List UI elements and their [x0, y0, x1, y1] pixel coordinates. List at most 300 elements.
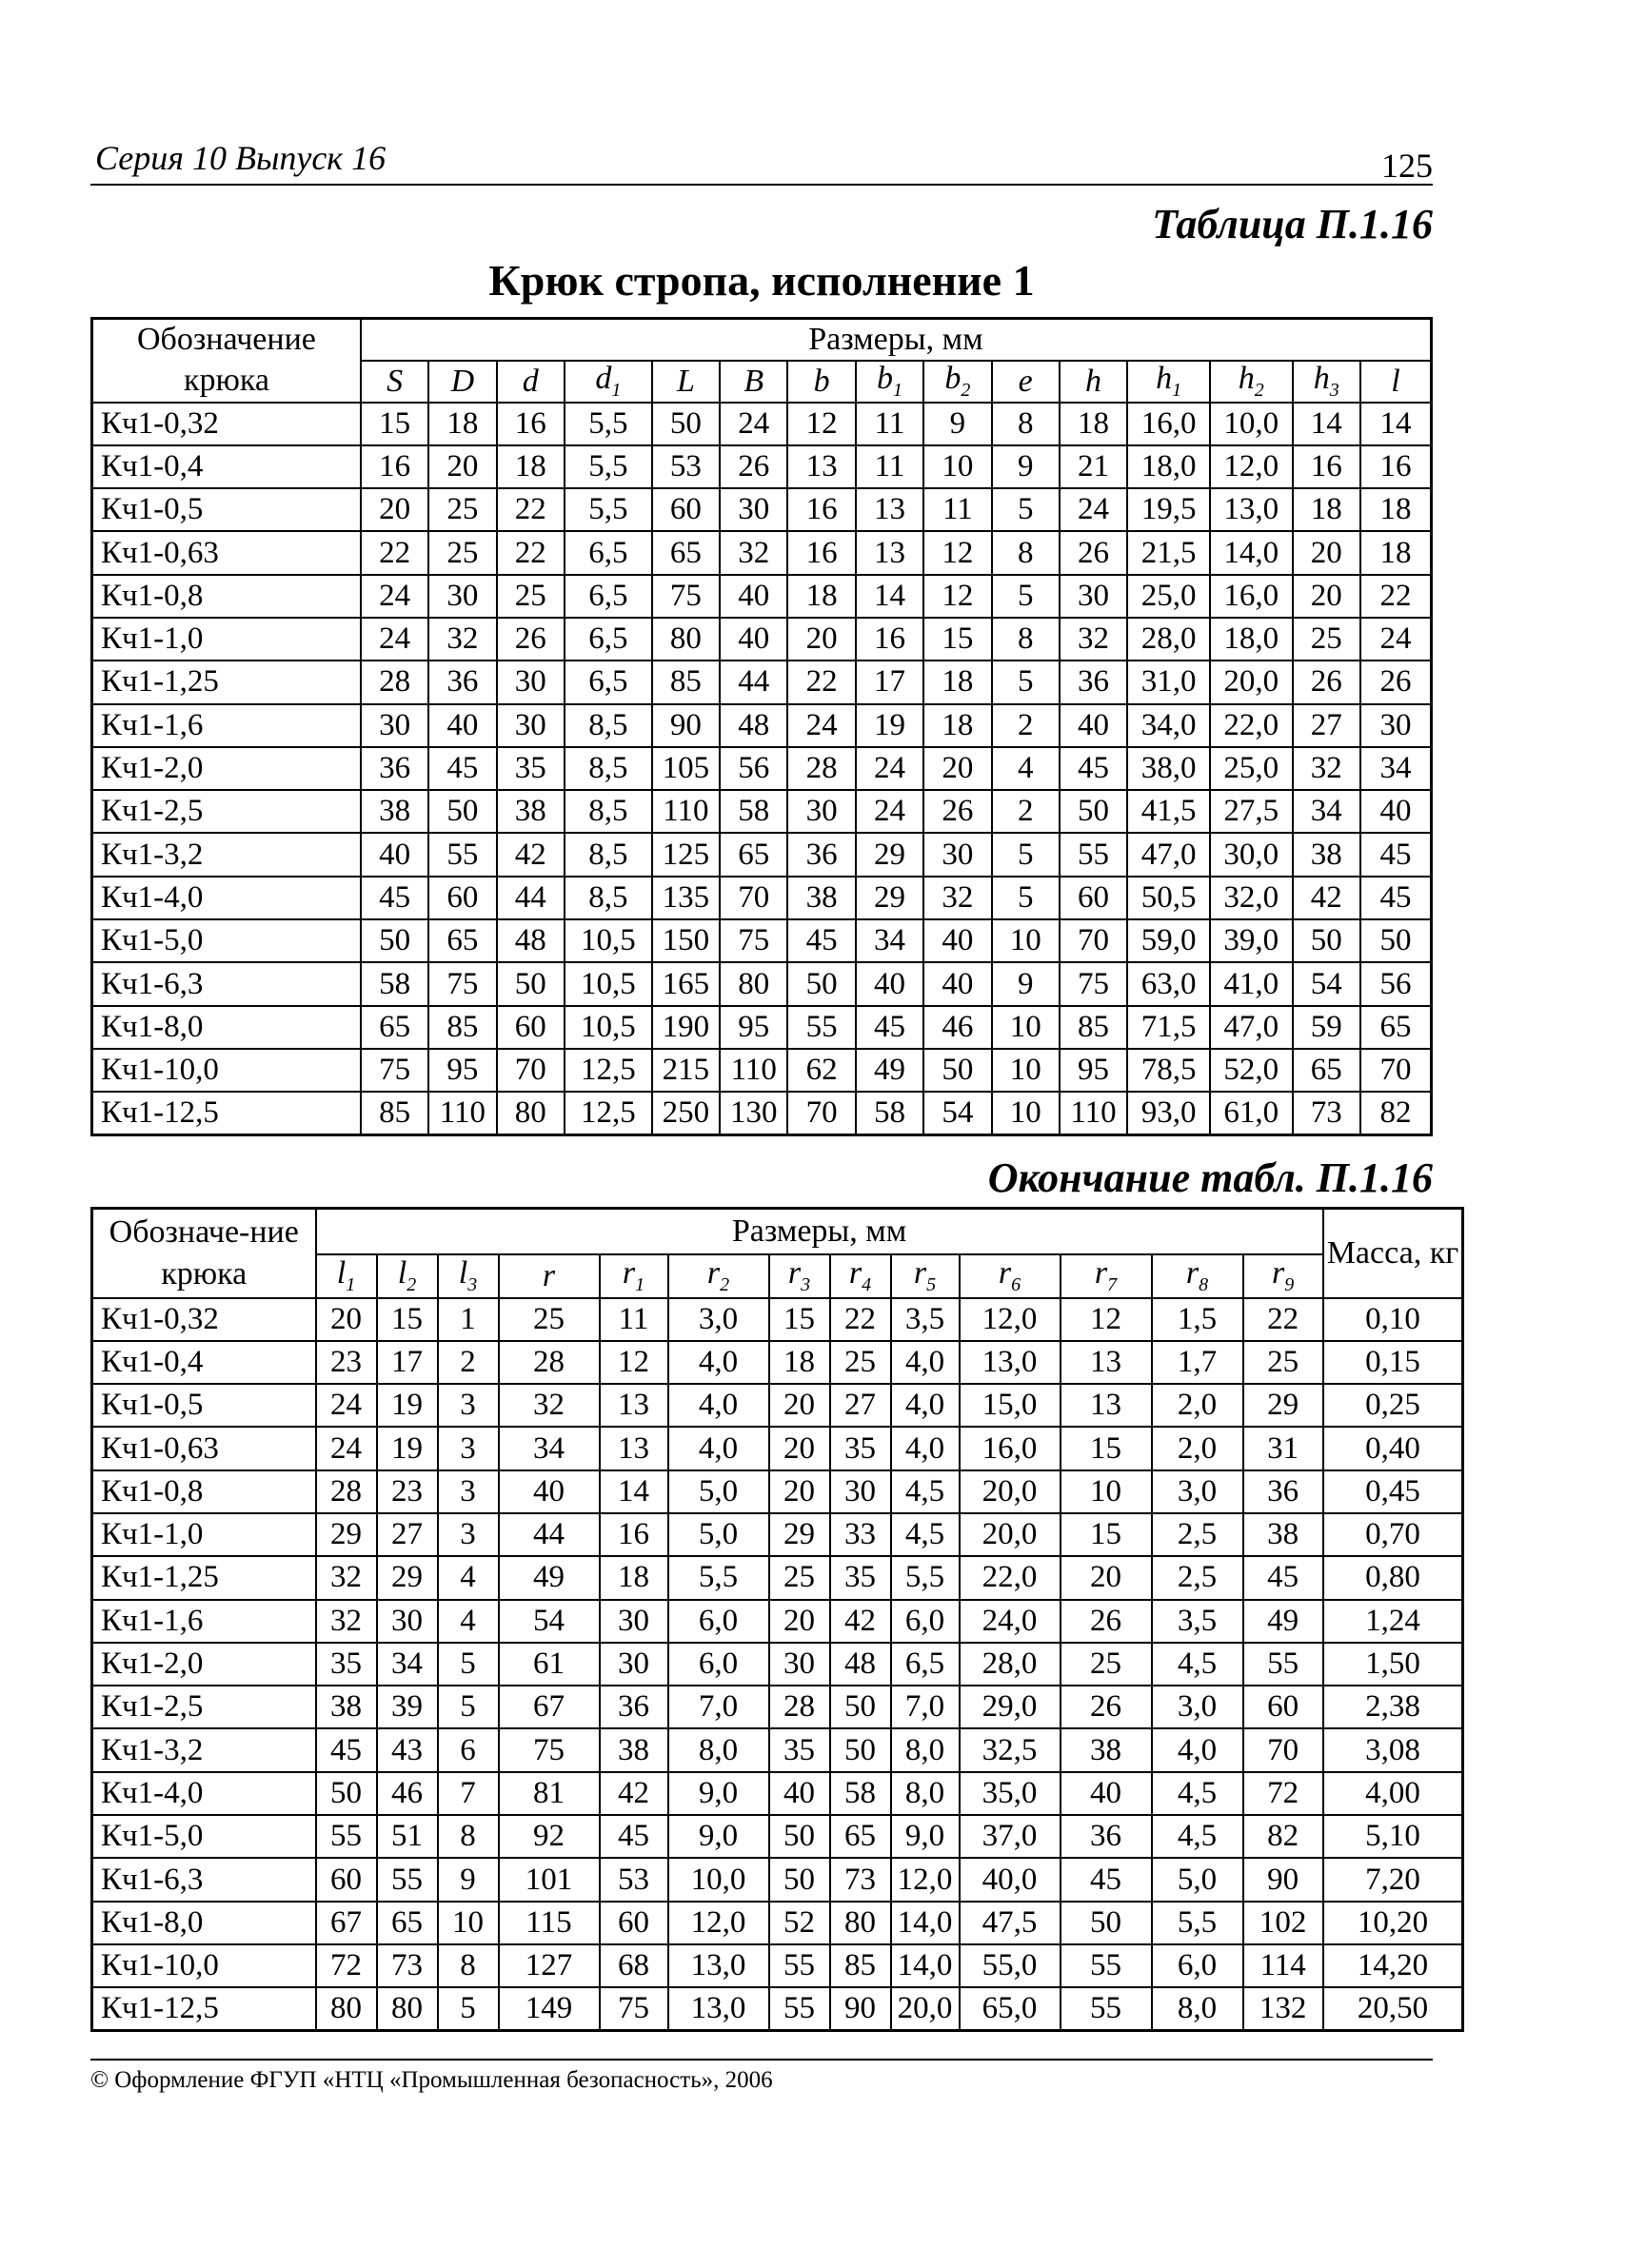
- table-row: [92, 661, 1432, 703]
- t2-col-r4-header: $r_4$: [830, 1254, 891, 1298]
- table-cell: 75: [720, 919, 787, 962]
- table-row: [92, 1686, 1463, 1728]
- hook-designation: Кч1-6,3: [92, 962, 361, 1005]
- table-cell: 40: [361, 833, 428, 876]
- hook-designation: Кч1-2,0: [92, 1643, 316, 1686]
- table-cell: 30: [1360, 704, 1432, 747]
- table-cell: 70: [1243, 1728, 1323, 1771]
- table-cell: 22: [1360, 575, 1432, 618]
- table-cell: 38: [600, 1728, 668, 1771]
- table-cell: 29: [856, 833, 923, 876]
- table-cell: 15,0: [960, 1384, 1061, 1427]
- table-cell: 55: [428, 833, 496, 876]
- t2-col-l2-header: $l_2$: [377, 1254, 438, 1298]
- table-cell: 10,5: [565, 962, 652, 1005]
- table-row: [92, 919, 1432, 962]
- table-cell: 10: [992, 1092, 1060, 1134]
- table-cell: 50: [316, 1772, 377, 1815]
- table2-label: Окончание табл. П.1.16: [987, 1154, 1433, 1201]
- table-cell: 11: [856, 445, 923, 488]
- table-cell: 85: [1060, 1006, 1127, 1049]
- table-cell: 40: [769, 1772, 830, 1815]
- table-cell: 8,0: [1152, 1987, 1243, 2030]
- table-cell: 60: [428, 877, 496, 919]
- table-cell: 52,0: [1210, 1049, 1293, 1092]
- table-cell: 3,5: [1152, 1600, 1243, 1643]
- table-row: [92, 531, 1432, 574]
- table-cell: 26: [1360, 661, 1432, 703]
- table-cell: 29: [769, 1513, 830, 1556]
- table-cell: 54: [1293, 962, 1360, 1005]
- table-row: [92, 1427, 1463, 1469]
- table-cell: 2,5: [1152, 1556, 1243, 1599]
- table-cell: 8: [992, 531, 1060, 574]
- hook-designation: Кч1-8,0: [92, 1006, 361, 1049]
- table-cell: 4,5: [1152, 1643, 1243, 1686]
- hook-designation: Кч1-5,0: [92, 919, 361, 962]
- table-cell: 50: [1061, 1902, 1152, 1944]
- table-cell: 63,0: [1127, 962, 1210, 1005]
- table-cell: 42: [1293, 877, 1360, 919]
- hook-designation: Кч1-12,5: [92, 1092, 361, 1134]
- table-cell: 9: [992, 962, 1060, 1005]
- table-cell: 22,0: [1210, 704, 1293, 747]
- t2-col-r7-header: $r_7$: [1061, 1254, 1152, 1298]
- table-cell: 90: [652, 704, 720, 747]
- table-row: [92, 962, 1432, 1005]
- table-cell: 3,08: [1323, 1728, 1463, 1771]
- hook-designation: Кч1-0,5: [92, 488, 361, 531]
- table-cell: 24: [787, 704, 855, 747]
- table-cell: 50: [361, 919, 428, 962]
- hook-designation: Кч1-5,0: [92, 1815, 316, 1858]
- table-cell: 8,5: [565, 877, 652, 919]
- table-cell: 32: [1060, 618, 1127, 661]
- table-cell: 15: [923, 618, 991, 661]
- table-cell: 45: [1060, 747, 1127, 790]
- table-cell: 32,0: [1210, 877, 1293, 919]
- table-cell: 40: [1061, 1772, 1152, 1815]
- table-cell: 30: [428, 575, 496, 618]
- table-cell: 47,5: [960, 1902, 1061, 1944]
- table-cell: 10: [1061, 1470, 1152, 1513]
- table-cell: 14: [1293, 403, 1360, 445]
- table-cell: 44: [497, 877, 565, 919]
- table-cell: 56: [720, 747, 787, 790]
- table-row: [92, 1092, 1432, 1134]
- table1: [90, 317, 1433, 1136]
- table-cell: 4: [438, 1556, 499, 1599]
- table-cell: 65: [1293, 1049, 1360, 1092]
- table-cell: 58: [361, 962, 428, 1005]
- table-cell: 27: [377, 1513, 438, 1556]
- table-cell: 105: [652, 747, 720, 790]
- table-cell: 60: [316, 1858, 377, 1901]
- table-cell: 149: [499, 1987, 600, 2030]
- table-cell: 190: [652, 1006, 720, 1049]
- table-cell: 12,0: [1210, 445, 1293, 488]
- table-cell: 50: [652, 403, 720, 445]
- table-cell: 92: [499, 1815, 600, 1858]
- table-cell: 130: [720, 1092, 787, 1134]
- table-cell: 23: [316, 1341, 377, 1384]
- table-cell: 59,0: [1127, 919, 1210, 962]
- table-cell: 7,0: [891, 1686, 960, 1728]
- table-cell: 53: [600, 1858, 668, 1901]
- table-cell: 55: [769, 1987, 830, 2030]
- table-cell: 16: [1360, 445, 1432, 488]
- table-cell: 5,5: [891, 1556, 960, 1599]
- table-cell: 1,7: [1152, 1341, 1243, 1384]
- table-cell: 5: [438, 1643, 499, 1686]
- table-cell: 1,24: [1323, 1600, 1463, 1643]
- table-cell: 32,5: [960, 1728, 1061, 1771]
- table-cell: 30: [720, 488, 787, 531]
- table-cell: 24: [361, 618, 428, 661]
- hook-designation: Кч1-6,3: [92, 1858, 316, 1901]
- table-cell: 55,0: [960, 1944, 1061, 1987]
- table-cell: 5,5: [565, 488, 652, 531]
- table-cell: 50: [769, 1858, 830, 1901]
- table-cell: 22: [1243, 1298, 1323, 1341]
- table-cell: 50: [428, 790, 496, 833]
- table-cell: 82: [1243, 1815, 1323, 1858]
- table-cell: 70: [1360, 1049, 1432, 1092]
- table-cell: 0,80: [1323, 1556, 1463, 1599]
- table-cell: 13: [856, 531, 923, 574]
- hook-designation: Кч1-1,6: [92, 1600, 316, 1643]
- table-cell: 3: [438, 1470, 499, 1513]
- table-cell: 18: [428, 403, 496, 445]
- table-cell: 250: [652, 1092, 720, 1134]
- table-cell: 15: [377, 1298, 438, 1341]
- table1-dimensions-header: Размеры, мм: [361, 319, 1432, 361]
- table-cell: 1,5: [1152, 1298, 1243, 1341]
- table-row: [92, 747, 1432, 790]
- t2-col-r9-header: $r_9$: [1243, 1254, 1323, 1298]
- table2-designation-header: Обозначе-ние крюка: [92, 1209, 316, 1298]
- t2-col-r3-header: $r_3$: [769, 1254, 830, 1298]
- table-cell: 42: [600, 1772, 668, 1815]
- table-row: [92, 1470, 1463, 1513]
- table-cell: 7,0: [668, 1686, 769, 1728]
- table-cell: 45: [1360, 833, 1432, 876]
- table-cell: 11: [600, 1298, 668, 1341]
- table-cell: 13: [600, 1384, 668, 1427]
- table-cell: 20,50: [1323, 1987, 1463, 2030]
- table-cell: 19: [377, 1427, 438, 1469]
- table-cell: 50,5: [1127, 877, 1210, 919]
- table-cell: 14: [600, 1470, 668, 1513]
- table-cell: 21: [1060, 445, 1127, 488]
- table-cell: 20,0: [960, 1470, 1061, 1513]
- table-cell: 40: [720, 618, 787, 661]
- t1-col-d1-header: $d_1$: [565, 361, 652, 403]
- table-cell: 55: [1061, 1944, 1152, 1987]
- t1-col-b2-header: $b_2$: [923, 361, 991, 403]
- table-cell: 12,5: [565, 1092, 652, 1134]
- hook-designation: Кч1-0,4: [92, 1341, 316, 1384]
- table-cell: 6,0: [891, 1600, 960, 1643]
- table-cell: 62: [787, 1049, 855, 1092]
- table-cell: 40: [1360, 790, 1432, 833]
- table-cell: 22: [497, 488, 565, 531]
- table-cell: 2: [992, 790, 1060, 833]
- table-cell: 49: [1243, 1600, 1323, 1643]
- table-cell: 29: [377, 1556, 438, 1599]
- table-row: [92, 1341, 1463, 1384]
- table-row: [92, 1944, 1463, 1987]
- table-cell: 56: [1360, 962, 1432, 1005]
- table-cell: 18: [923, 704, 991, 747]
- table-cell: 22: [787, 661, 855, 703]
- table-cell: 215: [652, 1049, 720, 1092]
- table-cell: 44: [499, 1513, 600, 1556]
- table-cell: 5,0: [668, 1513, 769, 1556]
- table-cell: 3,0: [1152, 1470, 1243, 1513]
- table-cell: 80: [316, 1987, 377, 2030]
- table-cell: 11: [856, 403, 923, 445]
- table-cell: 28: [769, 1686, 830, 1728]
- table-cell: 9: [438, 1858, 499, 1901]
- table-cell: 93,0: [1127, 1092, 1210, 1134]
- table-cell: 38: [1293, 833, 1360, 876]
- table-cell: 20: [787, 618, 855, 661]
- hook-designation: Кч1-2,5: [92, 1686, 316, 1728]
- table-cell: 13: [1061, 1384, 1152, 1427]
- table-cell: 65: [377, 1902, 438, 1944]
- table-cell: 10: [438, 1902, 499, 1944]
- table-cell: 65: [652, 531, 720, 574]
- table-cell: 24: [316, 1427, 377, 1469]
- table-cell: 55: [1060, 833, 1127, 876]
- table-cell: 15: [361, 403, 428, 445]
- hook-designation: Кч1-2,5: [92, 790, 361, 833]
- table-cell: 13,0: [668, 1987, 769, 2030]
- table-cell: 101: [499, 1858, 600, 1901]
- table-cell: 65: [428, 919, 496, 962]
- table-cell: 95: [428, 1049, 496, 1092]
- table-cell: 20: [1293, 575, 1360, 618]
- table-cell: 75: [600, 1987, 668, 2030]
- table-cell: 15: [769, 1298, 830, 1341]
- table-cell: 6,5: [565, 661, 652, 703]
- hook-designation: Кч1-3,2: [92, 833, 361, 876]
- table-cell: 34: [1360, 747, 1432, 790]
- table-row: [92, 488, 1432, 531]
- table-cell: 4,00: [1323, 1772, 1463, 1815]
- hook-designation: Кч1-0,8: [92, 575, 361, 618]
- hook-designation: Кч1-1,6: [92, 704, 361, 747]
- table-cell: 24: [1360, 618, 1432, 661]
- table-cell: 9,0: [668, 1815, 769, 1858]
- table-cell: 114: [1243, 1944, 1323, 1987]
- table-cell: 5,5: [668, 1556, 769, 1599]
- table-cell: 40: [499, 1470, 600, 1513]
- table-cell: 6,5: [891, 1643, 960, 1686]
- table-cell: 50: [830, 1686, 891, 1728]
- table-cell: 5,5: [565, 445, 652, 488]
- t1-col-e-header: e: [992, 361, 1060, 403]
- table-cell: 9,0: [668, 1772, 769, 1815]
- table-cell: 65: [1360, 1006, 1432, 1049]
- table-cell: 20: [769, 1470, 830, 1513]
- table-cell: 26: [497, 618, 565, 661]
- t2-col-r2-header: $r_2$: [668, 1254, 769, 1298]
- table-cell: 15: [1061, 1513, 1152, 1556]
- table-cell: 25: [830, 1341, 891, 1384]
- hook-designation: Кч1-0,5: [92, 1384, 316, 1427]
- table-row: [92, 790, 1432, 833]
- table-cell: 75: [428, 962, 496, 1005]
- table-cell: 47,0: [1210, 1006, 1293, 1049]
- table-cell: 47,0: [1127, 833, 1210, 876]
- table-cell: 22,0: [960, 1556, 1061, 1599]
- footer-rule: [90, 2059, 1433, 2061]
- table-cell: 20,0: [891, 1987, 960, 2030]
- table-cell: 17: [856, 661, 923, 703]
- table-cell: 38: [361, 790, 428, 833]
- table-cell: 9,0: [891, 1815, 960, 1858]
- table-row: [92, 403, 1432, 445]
- table-cell: 80: [652, 618, 720, 661]
- table-cell: 65,0: [960, 1987, 1061, 2030]
- table-cell: 36: [361, 747, 428, 790]
- table-cell: 13: [1061, 1341, 1152, 1384]
- t1-col-b1-header: $b_1$: [856, 361, 923, 403]
- table-cell: 4,5: [891, 1513, 960, 1556]
- table-cell: 6,0: [1152, 1944, 1243, 1987]
- table-cell: 50: [1060, 790, 1127, 833]
- hook-designation: Кч1-0,4: [92, 445, 361, 488]
- table-cell: 45: [856, 1006, 923, 1049]
- table-cell: 44: [720, 661, 787, 703]
- table-cell: 20: [769, 1427, 830, 1469]
- table-cell: 34: [1293, 790, 1360, 833]
- table-cell: 34: [377, 1643, 438, 1686]
- table-cell: 14,0: [891, 1902, 960, 1944]
- table-cell: 30: [1060, 575, 1127, 618]
- table-cell: 60: [497, 1006, 565, 1049]
- table-cell: 30: [497, 704, 565, 747]
- table-cell: 20,0: [1210, 661, 1293, 703]
- table-cell: 36: [1243, 1470, 1323, 1513]
- copyright-footer: © Оформление ФГУП «НТЦ «Промышленная безопасность», 2006: [90, 2067, 773, 2093]
- table-row: [92, 1556, 1463, 1599]
- table-cell: 30: [497, 661, 565, 703]
- t1-col-h-header: h: [1060, 361, 1127, 403]
- hook-designation: Кч1-1,25: [92, 661, 361, 703]
- table-cell: 3: [438, 1427, 499, 1469]
- table-cell: 5: [438, 1686, 499, 1728]
- table-cell: 36: [1060, 661, 1127, 703]
- table-cell: 24: [856, 747, 923, 790]
- table-cell: 9: [923, 403, 991, 445]
- table2-mass-header: Масса, кг: [1323, 1209, 1463, 1298]
- table-cell: 20: [361, 488, 428, 531]
- table-cell: 4,5: [891, 1470, 960, 1513]
- table-cell: 10: [992, 1006, 1060, 1049]
- table-cell: 36: [787, 833, 855, 876]
- table-cell: 0,15: [1323, 1341, 1463, 1384]
- table-cell: 20: [1061, 1556, 1152, 1599]
- table-cell: 48: [720, 704, 787, 747]
- table-cell: 49: [856, 1049, 923, 1092]
- table-cell: 36: [600, 1686, 668, 1728]
- table-cell: 26: [1061, 1686, 1152, 1728]
- t1-col-b-header: B: [720, 361, 787, 403]
- table-cell: 35,0: [960, 1772, 1061, 1815]
- table1-title: Крюк стропа, исполнение 1: [488, 256, 1035, 305]
- t2-col-r5-header: $r_5$: [891, 1254, 960, 1298]
- table-cell: 127: [499, 1944, 600, 1987]
- table-cell: 14: [856, 575, 923, 618]
- table-cell: 51: [377, 1815, 438, 1858]
- table-cell: 12: [787, 403, 855, 445]
- t2-col-r-header: r: [499, 1254, 600, 1298]
- table-row: [92, 1987, 1463, 2030]
- page-number: 125: [1381, 147, 1433, 185]
- table-cell: 45: [316, 1728, 377, 1771]
- table-cell: 25: [497, 575, 565, 618]
- table-cell: 8,0: [891, 1772, 960, 1815]
- table-cell: 71,5: [1127, 1006, 1210, 1049]
- table-cell: 18: [1060, 403, 1127, 445]
- table-cell: 28: [361, 661, 428, 703]
- table1-label: Таблица П.1.16: [1152, 201, 1433, 247]
- table-cell: 75: [1060, 962, 1127, 1005]
- table-cell: 25: [1293, 618, 1360, 661]
- table-cell: 95: [720, 1006, 787, 1049]
- table-cell: 10,5: [565, 1006, 652, 1049]
- table-cell: 41,0: [1210, 962, 1293, 1005]
- table-cell: 85: [428, 1006, 496, 1049]
- table-cell: 32: [499, 1384, 600, 1427]
- table-cell: 28: [499, 1341, 600, 1384]
- t1-col-h2-header: $h_2$: [1210, 361, 1293, 403]
- table-cell: 30: [600, 1600, 668, 1643]
- table-cell: 24: [856, 790, 923, 833]
- table-cell: 16,0: [1127, 403, 1210, 445]
- table-cell: 8,5: [565, 747, 652, 790]
- table-cell: 68: [600, 1944, 668, 1987]
- table-cell: 73: [377, 1944, 438, 1987]
- table-cell: 39: [377, 1686, 438, 1728]
- hook-designation: Кч1-1,0: [92, 618, 361, 661]
- table-cell: 55: [1061, 1987, 1152, 2030]
- table-cell: 10,5: [565, 919, 652, 962]
- table-cell: 18: [923, 661, 991, 703]
- table-cell: 80: [830, 1902, 891, 1944]
- table-cell: 38: [1061, 1728, 1152, 1771]
- table-cell: 20: [923, 747, 991, 790]
- table-cell: 50: [923, 1049, 991, 1092]
- hook-designation: Кч1-0,8: [92, 1470, 316, 1513]
- table-cell: 55: [1243, 1643, 1323, 1686]
- table-cell: 55: [769, 1944, 830, 1987]
- table-cell: 67: [316, 1902, 377, 1944]
- table-cell: 15: [1061, 1427, 1152, 1469]
- table-cell: 19,5: [1127, 488, 1210, 531]
- table-cell: 2,5: [1152, 1513, 1243, 1556]
- table-cell: 50: [769, 1815, 830, 1858]
- hook-designation: Кч1-12,5: [92, 1987, 316, 2030]
- table-cell: 41,5: [1127, 790, 1210, 833]
- table-cell: 35: [830, 1556, 891, 1599]
- table-row: [92, 1815, 1463, 1858]
- table-cell: 12,0: [668, 1902, 769, 1944]
- table-cell: 8,0: [668, 1728, 769, 1771]
